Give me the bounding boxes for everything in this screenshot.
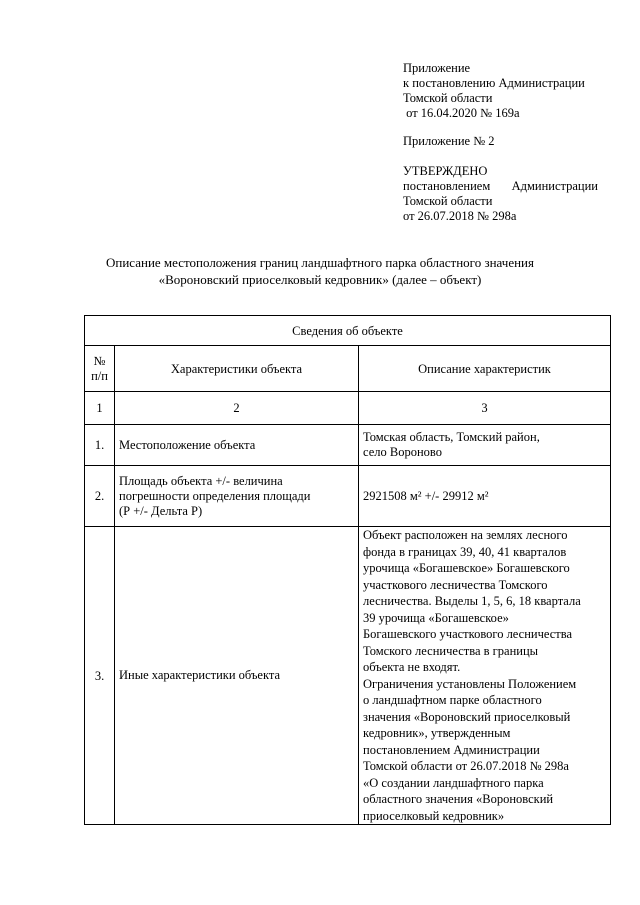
row-characteristic [115,425,359,466]
appendix-line-2: к постановлению Администрации [403,76,585,90]
row-number: 1. [85,425,115,466]
approved-line-1-left: постановлением [403,179,491,193]
index-cell-2: 2 [115,392,359,425]
appendix-number-text: Приложение № 2 [403,134,495,148]
index-cell-3: 3 [359,392,611,425]
row-description-line: лесничества. Выделы 1, 5, 6, 18 квартала [363,594,581,608]
row-description-line: «О создании ландшафтного парка [363,775,544,790]
row-description-line: село Вороново [363,445,442,459]
approval-stamp-block [403,164,598,224]
row-description-line: 2921508 м² +/- 29912 м² [363,488,489,503]
row-number: 3. [85,527,115,825]
row-description-line: Богашевского участкового лесничества [363,627,573,641]
row-description-line: Томского лесничества в границы [363,643,539,658]
approved-line-2: Томской области [403,194,493,208]
appendix-line-1: Приложение [403,61,471,75]
table-row [85,527,611,825]
row-description [359,425,611,466]
appendix-line-3: Томской области [403,91,493,105]
index-cell-1: 1 [85,392,115,425]
row-description-line: значения «Вороновский приоселковый [363,709,571,724]
row-description-line: Объект расположен на землях лесного [363,528,568,542]
row-description-line: кедровник», утвержденным [363,726,511,740]
row-description-line: фонда в границах 39, 40, 41 кварталов [363,544,567,559]
row-description-line: объекта не входят. [363,660,461,674]
row-description [359,527,611,825]
row-description-line: Томской области от 26.07.2018 № 298а [363,759,569,773]
approved-line-1 [403,179,598,194]
row-description-line: областного значения «Вороновский [363,792,554,806]
row-description [359,466,611,527]
row-description-line: постановлением Администрации [363,742,540,757]
document-title [0,254,640,288]
row-description-line: участкового лесничества Томского [363,577,548,592]
table-section-header: Сведения об объекте [85,316,611,346]
header-number-line-2: п/п [91,368,108,383]
row-characteristic [115,527,359,825]
table-index-row [85,392,611,425]
header-characteristics: Характеристики объекта [115,346,359,392]
row-description-line: 39 урочища «Богашевское» [363,610,509,625]
row-characteristic-line: Иные характеристики объекта [119,668,281,682]
approved-title: УТВЕРЖДЕНО [403,164,488,178]
header-description: Описание характеристик [359,346,611,392]
row-characteristic-line: Площадь объекта +/- величина [119,473,283,488]
object-info-table [84,315,611,825]
row-characteristic [115,466,359,527]
appendix-line-4: от 16.04.2020 № 169а [403,106,520,120]
table-section-header-row [85,316,611,346]
row-number: 2. [85,466,115,527]
appendix-number [403,134,495,149]
table-row [85,425,611,466]
row-description-line: приоселковый кедровник» [363,808,505,823]
appendix-header [403,61,585,121]
row-description-line: Томская область, Томский район, [363,430,540,444]
table-header-row [85,346,611,392]
document-title-line-2: «Вороновский приоселковый кедровник» (далее – объект) [158,272,482,287]
row-description-line: Ограничения установлены Положением [363,676,577,691]
row-description-line: урочища «Богашевское» Богашевского [363,561,570,575]
document-title-line-1: Описание местоположения границ ландшафтного парка областного значения [106,255,534,270]
row-characteristic-line: погрешности определения площади [119,488,311,503]
header-number-cell [85,346,115,392]
row-characteristic-line: (Р +/- Дельта Р) [119,503,203,518]
row-characteristic-line: Местоположение объекта [119,437,256,452]
header-number-line-1: № [93,353,106,368]
row-description-line: о ландшафтном парке областного [363,693,542,707]
table-row [85,466,611,527]
approved-line-3: от 26.07.2018 № 298а [403,209,517,223]
approved-line-1-right: Администрации [511,179,598,193]
